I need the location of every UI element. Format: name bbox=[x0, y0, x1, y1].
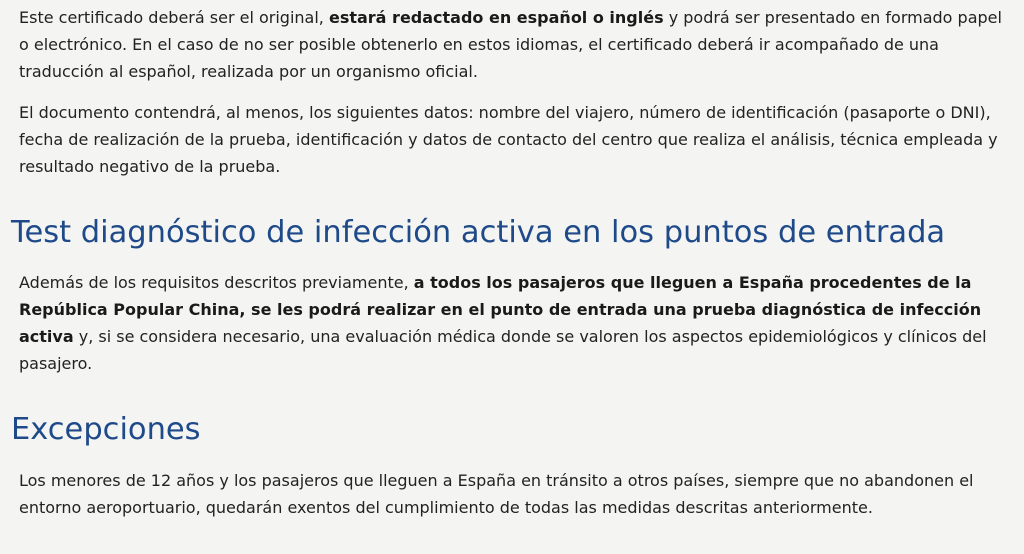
certificate-text-start: Este certificado deberá ser el original, bbox=[19, 8, 329, 27]
exceptions-paragraph: Los menores de 12 años y los pasajeros que lleguen a España en tránsito a otros países, siempre que no abandonen el entorno aeroportuario, quedarán exentos del cumplimiento de todas las medidas descritas anteriormente. bbox=[19, 471, 974, 517]
entry-test-text-start: Además de los requisitos descritos previamente, bbox=[19, 273, 414, 292]
entry-test-text-end: y, si se considera necesario, una evaluación médica donde se valoren los aspectos epidemiológicos y clínicos del pasajero. bbox=[19, 327, 987, 373]
certificate-paragraph bbox=[19, 4, 1014, 85]
certificate-text-end: y podrá ser presentado en formado papel o electrónico. En el caso de no ser posible obtenerlo en estos idiomas, el certificado deberá ir acompañado de una traducción al español, realizada por un organismo oficial. bbox=[19, 8, 1002, 81]
exceptions-heading: Excepciones bbox=[11, 412, 201, 447]
entry-test-bold: a todos los pasajeros que lleguen a España procedentes de la República Popular China, se les podrá realizar en el punto de entrada una prueba diagnóstica de infección activa bbox=[19, 273, 982, 346]
entry-test-heading: Test diagnóstico de infección activa en los puntos de entrada bbox=[11, 215, 946, 250]
certificate-language-bold: estará redactado en español o inglés bbox=[328, 8, 664, 27]
document-data-paragraph: El documento contendrá, al menos, los siguientes datos: nombre del viajero, número de identificación (pasaporte o DNI), fecha de realización de la prueba, identificación y datos de contacto del centro que realiza el análisis, técnica empleada y resultado negativo de la prueba. bbox=[19, 103, 998, 176]
entry-test-paragraph bbox=[19, 269, 1014, 377]
